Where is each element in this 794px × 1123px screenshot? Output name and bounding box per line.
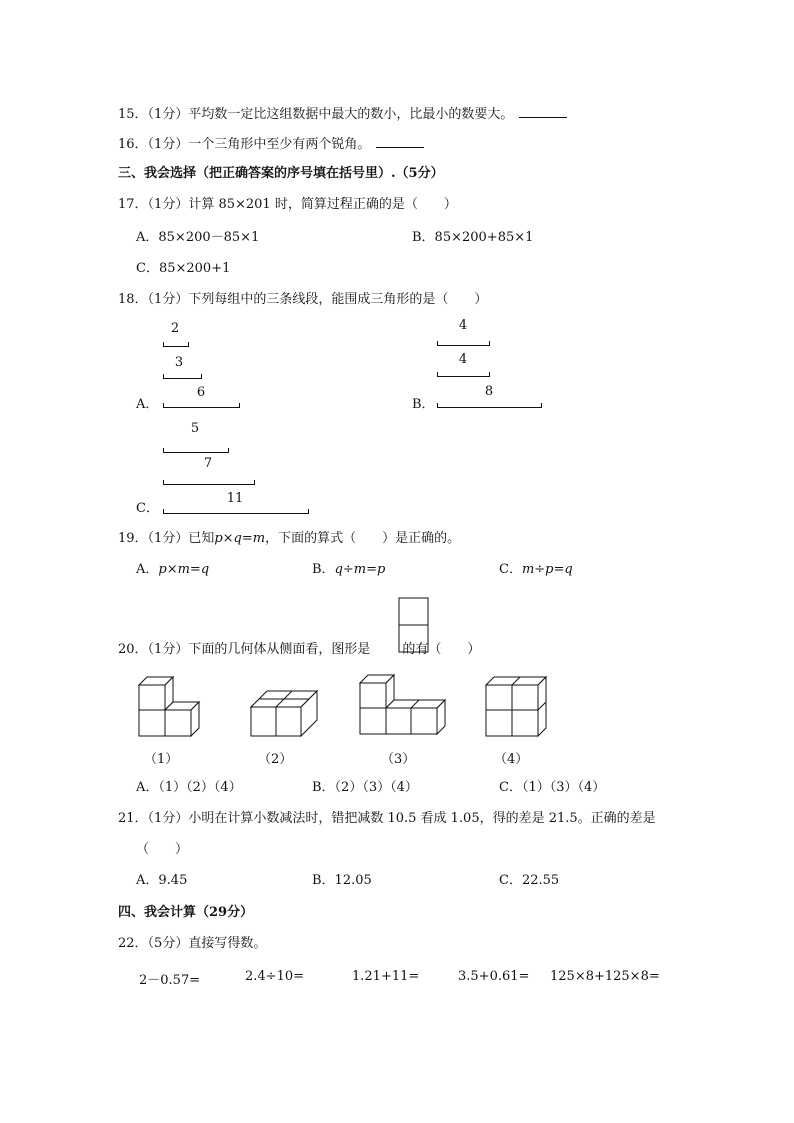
- q19-option-b-label: B．: [312, 562, 335, 577]
- answer-blank-15[interactable]: [519, 105, 567, 118]
- q20-option-b[interactable]: B．（2）（3）（4）: [312, 780, 418, 795]
- question-18-text: 18．（1分）下列每组中的三条线段，能围成三角形的是（ ）: [118, 292, 488, 307]
- segment-label-c2: 7: [203, 456, 213, 471]
- calc-item-2: 2.4÷10=: [245, 969, 305, 984]
- segment-label-c1: 5: [190, 421, 200, 436]
- q18-option-b-label[interactable]: B．: [412, 397, 435, 412]
- q17-option-c[interactable]: C．85×200+1: [136, 261, 231, 276]
- question-16-text: 16．（1分）一个三角形中至少有两个锐角。: [118, 137, 371, 152]
- segment-label-a3: 6: [196, 385, 206, 400]
- solid-figure-4: [485, 676, 549, 740]
- calc-item-3: 1.21+11=: [352, 969, 420, 984]
- q19-option-c-label: C．: [499, 562, 522, 577]
- segment-c1: [163, 448, 229, 453]
- segment-c3: [163, 509, 309, 514]
- calc-item-1: 2－0.57=: [139, 973, 201, 988]
- calc-item-4: 3.5+0.61=: [458, 969, 530, 984]
- answer-blank-16[interactable]: [376, 135, 424, 148]
- q19-option-a-formula: p×m=q: [158, 562, 210, 577]
- segment-b2: [437, 372, 490, 377]
- question-19-prefix: 19．（1分）已知: [118, 531, 215, 546]
- q19-option-c-formula: m÷p=q: [521, 562, 573, 577]
- question-15: [118, 105, 567, 123]
- q21-option-c[interactable]: C．22.55: [499, 873, 560, 888]
- segment-label-c3: 11: [226, 491, 244, 506]
- q21-option-b[interactable]: B．12.05: [312, 873, 372, 888]
- solid-figure-3: [359, 674, 447, 740]
- question-15-text: 15．（1分）平均数一定比这组数据中最大的数小，比最小的数要大。: [118, 107, 514, 122]
- question-22-text: 22．（5分）直接写得数。: [118, 936, 267, 951]
- question-20-suffix: 的有（ ）: [402, 642, 481, 657]
- side-view-figure: [398, 597, 430, 655]
- question-20-prefix: 20．（1分）下面的几何体从侧面看，图形是: [118, 642, 371, 657]
- question-21-text: 21．（1分）小明在计算小数减法时，错把减数 10.5 看成 1.05，得的差是 21.5。正确的差是: [118, 811, 656, 826]
- segment-a3: [163, 403, 240, 408]
- question-16: [118, 135, 424, 153]
- figure-1-caption: （1）: [144, 752, 179, 767]
- question-19-equation: p×q=m: [214, 531, 266, 546]
- q21-option-a[interactable]: A．9.45: [136, 873, 188, 888]
- segment-label-a2: 3: [174, 355, 184, 370]
- q19-option-b[interactable]: [312, 562, 385, 578]
- q20-option-c[interactable]: C．（1）（3）（4）: [499, 780, 606, 795]
- question-19: [118, 531, 460, 547]
- solid-figure-2: [250, 690, 320, 738]
- segment-b1: [437, 341, 490, 346]
- question-21-paren[interactable]: （ ）: [136, 842, 189, 857]
- q19-option-b-formula: q÷m=p: [334, 562, 386, 577]
- q20-option-a[interactable]: A．（1）（2）（4）: [136, 780, 242, 795]
- q18-option-a-label[interactable]: A．: [136, 397, 159, 412]
- section-4-heading: 四、我会计算（29分）: [118, 905, 254, 920]
- calc-item-5: 125×8+125×8=: [550, 969, 660, 984]
- segment-a2: [163, 374, 202, 379]
- q17-option-a[interactable]: A．85×200－85×1: [136, 230, 260, 245]
- q19-option-a-label: A．: [136, 562, 159, 577]
- segment-a1: [163, 342, 189, 347]
- section-3-heading: 三、我会选择（把正确答案的序号填在括号里）.（5分）: [118, 166, 444, 181]
- segment-label-b3: 8: [484, 384, 494, 399]
- segment-b3: [437, 403, 542, 408]
- segment-c2: [163, 480, 255, 485]
- figure-2-caption: （2）: [258, 752, 293, 767]
- segment-label-b2: 4: [458, 352, 468, 367]
- q17-option-b[interactable]: B．85×200+85×1: [412, 230, 534, 245]
- solid-figure-1: [138, 676, 202, 740]
- segment-label-a1: 2: [170, 321, 180, 336]
- figure-3-caption: （3）: [381, 752, 416, 767]
- figure-4-caption: （4）: [494, 752, 529, 767]
- q19-option-a[interactable]: [136, 562, 209, 578]
- segment-label-b1: 4: [458, 318, 468, 333]
- q19-option-c[interactable]: [499, 562, 573, 578]
- question-17-text: 17．（1分）计算 85×201 时，简算过程正确的是（ ）: [118, 197, 457, 212]
- question-19-suffix: ，下面的算式（ ）是正确的。: [265, 531, 461, 546]
- q18-option-c-label[interactable]: C．: [136, 501, 159, 516]
